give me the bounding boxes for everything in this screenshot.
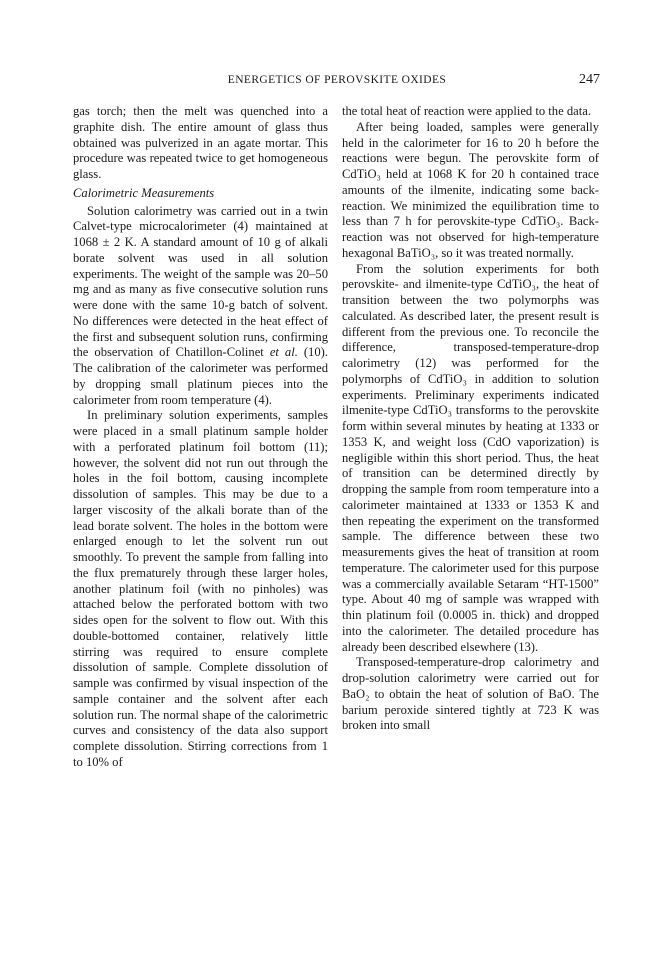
page-header <box>74 72 600 92</box>
right-column <box>342 104 599 734</box>
paragraph: In preliminary solution experiments, samples were placed in a small platinum sample holder with a perforated platinum foil bottom (11); however, the solvent did not run out through the holes in the foil bottom, causing incomplete dissolution of samples. This may be due to a larger viscosity of the alkali borate than of the lead borate solvent. The holes in the bottom were enlarged enough to let the solvent run out smoothly. To prevent the sample from falling into the flux prematurely through these larger holes, another platinum foil (with no pinholes) was attached below the perforated bottom with two sides open for the solvent to flow out. With this double-bottomed container, relatively little stirring was required to ensure complete dissolution of sample. Complete dissolution of sample was confirmed by visual inspection of the sample container and the solvent after each solution run. The normal shape of the calorimetric curves and consistency of the data also support complete dissolution. Stirring corrections from 1 to 10% of <box>73 408 328 769</box>
text-run: (10). The calibration of the calorimeter was performed by dropping small platinum pieces into the calorimeter from room temperature (4). <box>73 345 328 407</box>
section-heading: Calorimetric Measurements <box>73 185 215 200</box>
page-number: 247 <box>579 72 600 87</box>
paragraph: gas torch; then the melt was quenched into a graphite dish. The entire amount of glass thus obtained was pulverized in an agate mortar. This procedure was repeated twice to get homogeneous glass. <box>73 104 328 181</box>
text-run-italic: et al. <box>269 345 298 360</box>
paragraph: Transposed-temperature-drop calorimetry and drop-solution calorimetry were carried out for BaO₂ to obtain the heat of solution of BaO. The barium peroxide sintered tightly at 723 K was broken into small <box>342 655 599 733</box>
paragraph: After being loaded, samples were generally held in the calorimeter for 16 to 20 h before the reactions were begun. The perovskite form of CdTiO₃ held at 1068 K for 20 h contained trace amounts of the ilmenite, indicating some back-reaction. We minimized the equilibration time to less than 7 h for perovskite-type CdTiO₃. Back-reaction was not observed for high-temperature hexagonal BaTiO₃, so it was treated normally. <box>342 119 599 260</box>
paragraph <box>73 204 328 409</box>
paragraph: From the solution experiments for both perovskite- and ilmenite-type CdTiO₃, the heat of transition between the two polymorphs was calculated. As described later, the present result is different from the previous one. To reconcile the difference, transposed-temperature-drop calorimetry (12) was performed for the polymorphs of CdTiO₃ in addition to solution experiments. Preliminary experiments indicated ilmenite-type CdTiO₃ transforms to the perovskite form within several minutes by heating at 1333 or 1353 K, and weight loss (CdO vaporization) is negligible within this short period. Thus, the heat of transition can be determined directly by dropping the sample from room temperature into a calorimeter maintained at 1333 or 1353 K and then repeating the experiment on the transformed sample. The difference between these two measurements gives the heat of transition at room temperature. The calorimeter used for this purpose was a commercially available Setaram “HT-1500” type. About 40 mg of sample was wrapped with thin platinum foil (0.0005 in. thick) and dropped into the calorimeter. The detailed procedure has already been described elsewhere (13). <box>342 261 599 654</box>
text-run: Solution calorimetry was carried out in a twin Calvet-type microcalorimeter (4) maintained at 1068 ± 2 K. A standard amount of 10 g of alkali borate solvent was used in all solution experiments. The weight of the sample was 20–50 mg and as many as five consecutive solution runs were done with the same 10-g batch of solvent. No differences were detected in the heat effect of the first and subsequent solution runs, confirming the observation of Chatillon-Colinet <box>73 203 328 360</box>
running-head: ENERGETICS OF PEROVSKITE OXIDES <box>227 74 447 86</box>
paragraph: the total heat of reaction were applied to the data. <box>342 104 591 118</box>
left-column <box>73 104 328 771</box>
